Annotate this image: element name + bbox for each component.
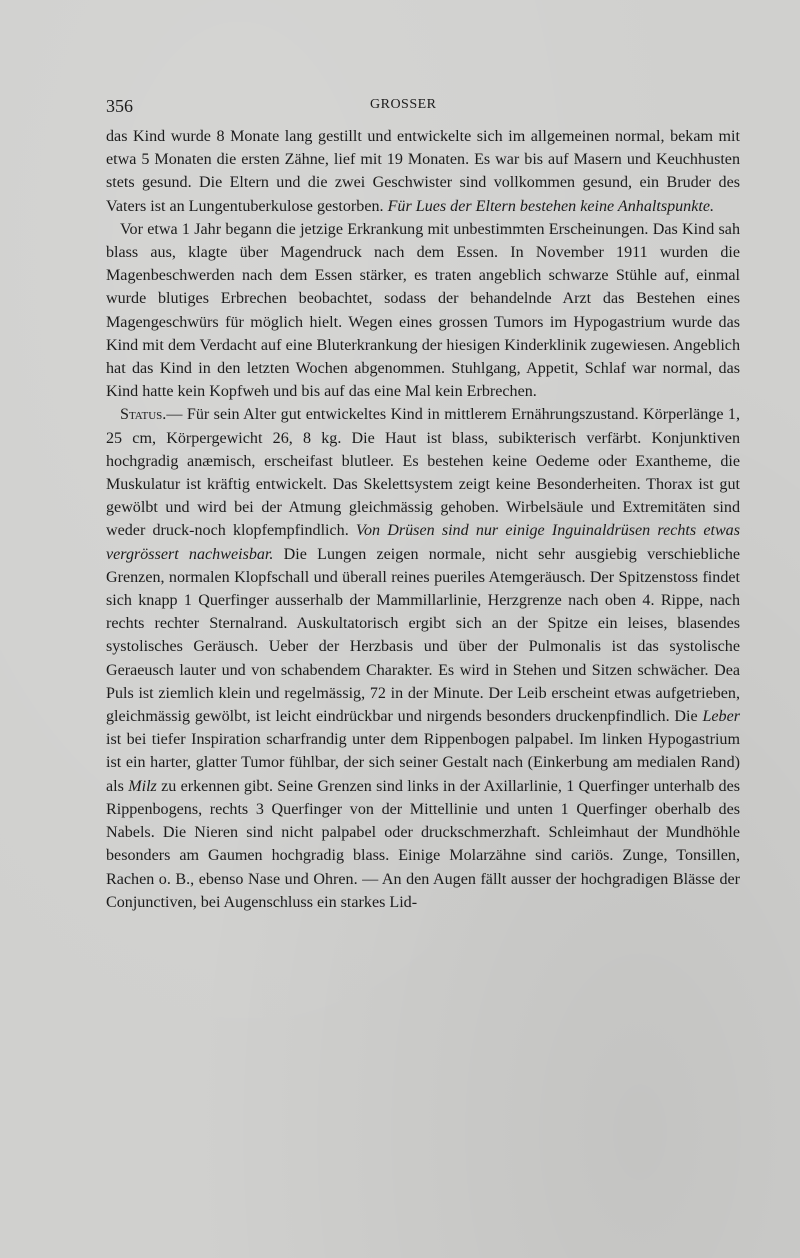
paragraph-1: [106, 125, 740, 218]
body-text: [106, 125, 740, 914]
paragraph-3-italic-milz: Milz: [128, 777, 157, 795]
paragraph-3-italic-drusen: Von Drüsen sind nur einige Inguinaldrüsen rechts etwas vergrössert nachweisbar.: [106, 522, 740, 563]
paragraph-1-italic: Für Lues der Eltern bestehen keine Anhaltspunkte.: [387, 197, 715, 215]
status-label: Status.: [120, 406, 167, 424]
paragraph-3-text-c: ist bei tiefer Inspiration scharfrandig unter dem Rippenbogen palpabel. Im linken Hypogastrium ist ein harter, glatter Tumor fühlbar, der sich seiner Gestalt nach (Einkerbung am medialen Rand) als: [106, 731, 740, 795]
paragraph-3-text-d: zu erkennen gibt. Seine Grenzen sind links in der Axillarlinie, 1 Querfinger unterhalb des Rippenbogens, rechts 3 Querfinger von der Mittellinie und unten 1 Querfinger oberhalb des Nabels. Die Nieren sind nicht palpabel oder druckschmerzhaft. Schleimhaut der Mundhöhle besonders am Gaumen hochgradig blass. Einige Molarzähne sind cariös. Zunge, Tonsillen, Rachen o. B., ebenso Nase und Ohren. — An den Augen fällt ausser der hochgradigen Blässe der Conjunctiven, bei Augenschluss ein starkes Lid-: [106, 777, 740, 911]
paragraph-3-text-a: — Für sein Alter gut entwickeltes Kind in mittlerem Ernährungszustand. Körperlänge 1, 25 cm, Körpergewicht 26, 8 kg. Die Haut ist blass, subikterisch verfärbt. Konjunktiven hochgradig anæmisch, erscheifast blutleer. Es bestehen keine Oedeme oder Exantheme, die Muskulatur ist kräftig entwickelt. Das Skelettsystem zeigt keine Besonderheiten. Thorax ist gut gewölbt und wird bei der Atmung gleichmässig gehoben. Wirbelsäule und Extremitäten sind weder druck-noch klopfempfindlich.: [106, 406, 740, 540]
paragraph-3-text-b: Die Lungen zeigen normale, nicht sehr ausgiebig verschiebliche Grenzen, normalen Klopfschall und überall reines pueriles Atemgeräusch. Der Spitzenstoss findet sich knapp 1 Querfinger ausserhalb der Mammillarlinie, Herzgrenze nach oben 4. Rippe, nach rechts rechter Sternalrand. Auskultatorisch ergibt sich an der Spitze ein leises, blasendes systolisches Geräusch. Ueber der Herzbasis und über der Pulmonalis ist das systolische Geraeusch lauter und von schabendem Charakter. Es wird in Stehen und Sitzen schwächer. Dea Puls ist ziemlich klein und regelmässig, 72 in der Minute. Der Leib erscheint etwas aufgetrieben, gleichmässig gewölbt, ist leicht eindrückbar und nirgends besonders druckenpfindlich. Die: [106, 545, 741, 726]
paragraph-3: [106, 403, 740, 913]
page-number: 356: [106, 96, 133, 116]
paragraph-3-italic-leber: Leber: [702, 708, 740, 726]
paragraph-1-text: das Kind wurde 8 Monate lang gestillt und entwickelte sich im allgemeinen normal, bekam mit etwa 5 Monaten die ersten Zähne, lief mit 19 Monaten. Es war bis auf Masern und Keuchhusten stets gesund. Die Eltern und die zwei Geschwister sind vollkommen gesund, ein Bruder des Vaters ist an Lungentuberkulose gestorben.: [106, 128, 740, 215]
paragraph-2: Vor etwa 1 Jahr begann die jetzige Erkrankung mit unbestimmten Erscheinungen. Das Kind sah blass aus, klagte über Magendruck nach dem Essen. In November 1911 wurden die Magenbeschwerden nach dem Essen stärker, es traten angeblich schwarze Stühle auf, einmal wurde blutiges Erbrechen beobachtet, sodass der behandelnde Arzt das Bestehen eines Magengeschwürs für möglich hielt. Wegen eines grossen Tumors im Hypogastrium wurde das Kind mit dem Verdacht auf eine Bluterkrankung der hiesigen Kinderklinik zugewiesen. Angeblich hat das Kind in den letzten Wochen abgenommen. Stuhlgang, Appetit, Schlaf war normal, das Kind hatte kein Kopfweh und bis auf das eine Mal kein Erbrechen.: [106, 220, 740, 401]
page-header: [106, 96, 710, 120]
running-head: GROSSER: [370, 97, 437, 112]
